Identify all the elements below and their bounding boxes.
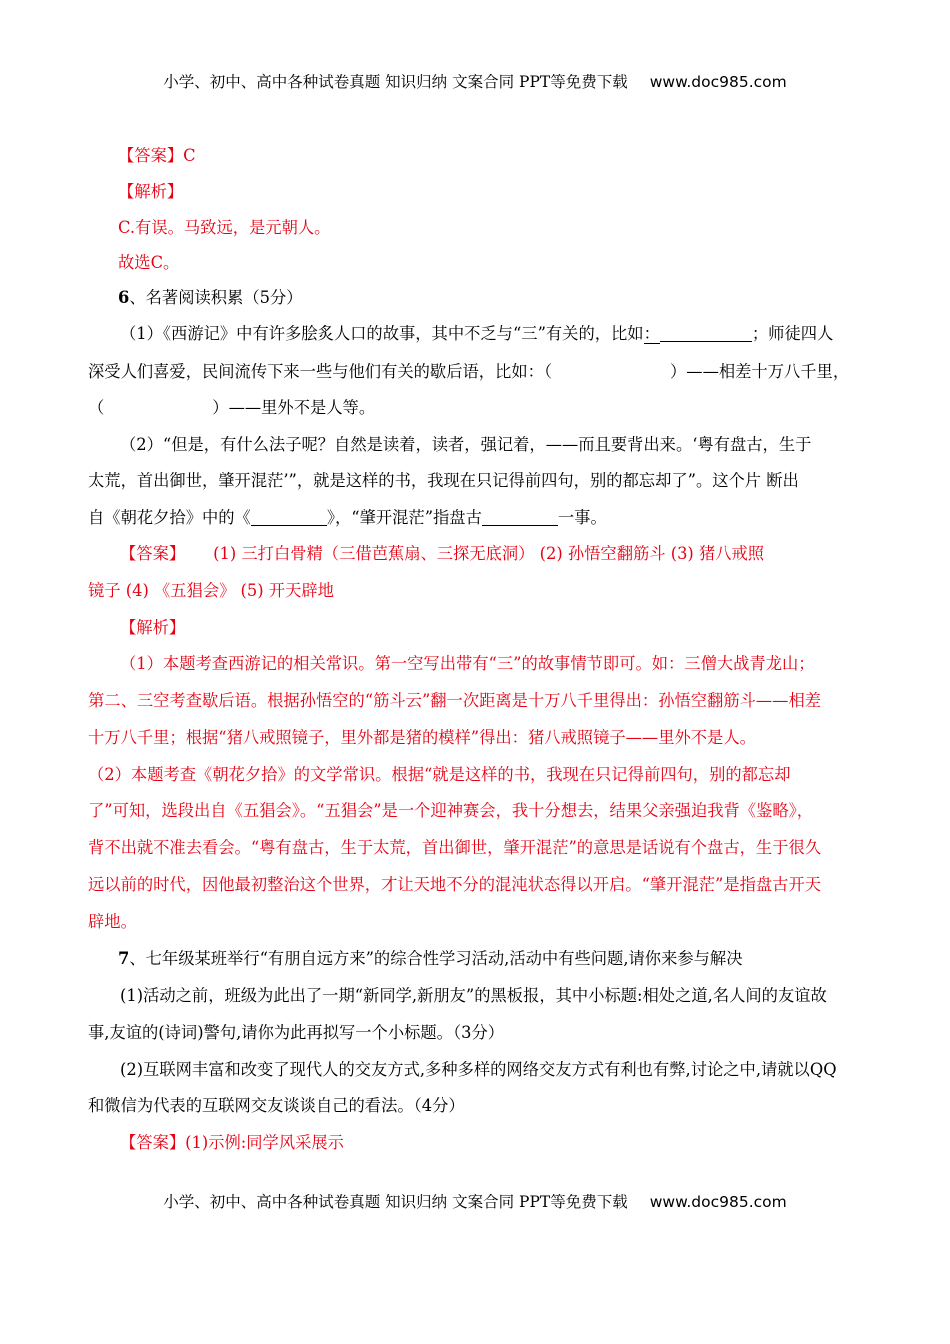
footer-text: 小学、初中、高中各种试卷真题 知识归纳 文案合同 PPT等免费下载 (163, 1193, 628, 1211)
q7-part1-line-2: 事,友谊的(诗词)警句,请你为此再拟写一个小标题。（3分） (88, 1023, 505, 1042)
q6-part1-text: （ (88, 398, 105, 417)
q6-part1-line-1 (120, 324, 868, 344)
q6-part1-text: ）——相差十万八千里， (670, 362, 850, 381)
q6-part1-line-2 (88, 362, 868, 382)
q6-analysis-line-6: 背不出就不准去看会。“粤有盘古，生于太荒，首出御世，肇开混茫”的意思是话说有个盘古，生于很久 (88, 838, 822, 857)
q6-number: 6 (118, 288, 130, 307)
header-text: 小学、初中、高中各种试卷真题 知识归纳 文案合同 PPT等免费下载 (163, 73, 628, 91)
q6-answer-tag: 【答案】 (120, 544, 186, 563)
q6-blank-4[interactable] (251, 509, 327, 526)
q6-title (118, 288, 898, 308)
q7-title (118, 949, 898, 969)
header-site-link[interactable]: www.doc985.com (649, 73, 787, 91)
q6-part2-line-2: 太荒，首出御世，肇开混茫’”，就是这样的书，我现在只记得前四句，别的都忘却了”。这个片 断出 (88, 471, 799, 490)
q5-answer-tag: 【答案】 (118, 146, 184, 165)
q6-answer-line-2: 镜子 (4) 《五猖会》 (5) 开天辟地 (88, 581, 334, 600)
page-footer (0, 1190, 950, 1212)
q5-answer-value: C (183, 146, 196, 165)
q6-part1-text: ）——里外不是人等。 (212, 398, 376, 417)
q6-part1-text: （1）《西游记》中有许多脍炙人口的故事，其中不乏与“三”有关的，比如 (120, 324, 644, 343)
q6-part2-text: 一事。 (557, 508, 607, 527)
q7-part2-line-1: (2)互联网丰富和改变了现代人的交友方式,多种多样的网络交友方式有利也有弊,讨论之中,请就以QQ (120, 1060, 837, 1079)
q6-part1-text: 深受人们喜爱，民间流传下来一些与他们有关的歇后语，比如：（ (88, 362, 553, 381)
q6-answer-text: (1) 三打白骨精（三借芭蕉扇、三探无底洞） (2) 孙悟空翻筋斗 (3) 猪八戒照 (213, 544, 765, 563)
q6-part2-line-1: （2）“但是，有什么法子呢？自然是读着，读者，强记着，——而且要背出来。‘粤有盘古，生于 (120, 435, 812, 454)
q6-part2-line-3 (88, 508, 868, 528)
q6-part2-text: 自《朝花夕拾》中的《 (88, 508, 251, 527)
q6-analysis-line-7: 远以前的时代，因他最初整治这个世界，才让天地不分的混沌状态得以开启。“肇开混茫”是指盘古开天 (88, 875, 822, 894)
page-header (0, 70, 950, 92)
q5-analysis-tag: 【解析】 (118, 182, 184, 201)
q6-part1-line-3 (88, 398, 868, 418)
q6-blank-1-colon: ： (643, 324, 660, 343)
q6-analysis-line-3: 十万八千里；根据“猪八戒照镜子，里外都是猪的模样”得出：猪八戒照镜子——里外不是人。 (88, 728, 756, 747)
q6-blank-5[interactable] (482, 509, 558, 526)
q6-blank-1[interactable] (660, 325, 752, 342)
q7-title-text: 、七年级某班举行“有朋自远方来”的综合性学习活动,活动中有些问题,请你来参与解决 (129, 949, 743, 968)
footer-site-link[interactable]: www.doc985.com (649, 1193, 787, 1211)
q7-answer-text: (1)示例:同学风采展示 (185, 1133, 344, 1152)
q6-part2-text: 》，“肇开混茫”指盘古 (326, 508, 482, 527)
q6-title-text: 、名著阅读积累（5分） (129, 288, 303, 307)
q5-analysis-line-2: 故选C。 (118, 253, 180, 272)
q6-analysis-line-5: 了”可知，选段出自《五猖会》。“五猖会”是一个迎神赛会，我十分想去，结果父亲强迫我背《鉴略》， (88, 801, 814, 820)
q5-analysis-line-1: C.有误。马致远，是元朝人。 (118, 218, 331, 237)
q5-answer (118, 146, 898, 166)
q7-part2-line-2: 和微信为代表的互联网交友谈谈自己的看法。（4分） (88, 1096, 465, 1115)
q6-analysis-line-4: （2）本题考查《朝花夕拾》的文学常识。根据“就是这样的书，我现在只记得前四句，别的都忘却 (88, 765, 791, 784)
q6-part1-text: ；师徒四人 (751, 324, 834, 343)
q6-analysis-line-2: 第二、三空考查歇后语。根据孙悟空的“筋斗云”翻一次距离是十万八千里得出：孙悟空翻筋斗——相差 (88, 691, 822, 710)
q7-part1-line-1: (1)活动之前，班级为此出了一期“新同学,新朋友”的黑板报，其中小标题:相处之道,名人间的友谊故 (120, 986, 827, 1005)
q6-answer-line-1 (120, 544, 868, 564)
q6-analysis-line-1: （1）本题考查西游记的相关常识。第一空写出带有“三”的故事情节即可。如：三僧大战青龙山； (120, 654, 815, 673)
q6-analysis-line-8: 辟地。 (88, 912, 137, 931)
q6-analysis-tag: 【解析】 (120, 618, 186, 637)
q7-number: 7 (118, 949, 130, 968)
q7-answer-tag: 【答案】 (120, 1133, 186, 1152)
q7-answer (120, 1133, 900, 1153)
